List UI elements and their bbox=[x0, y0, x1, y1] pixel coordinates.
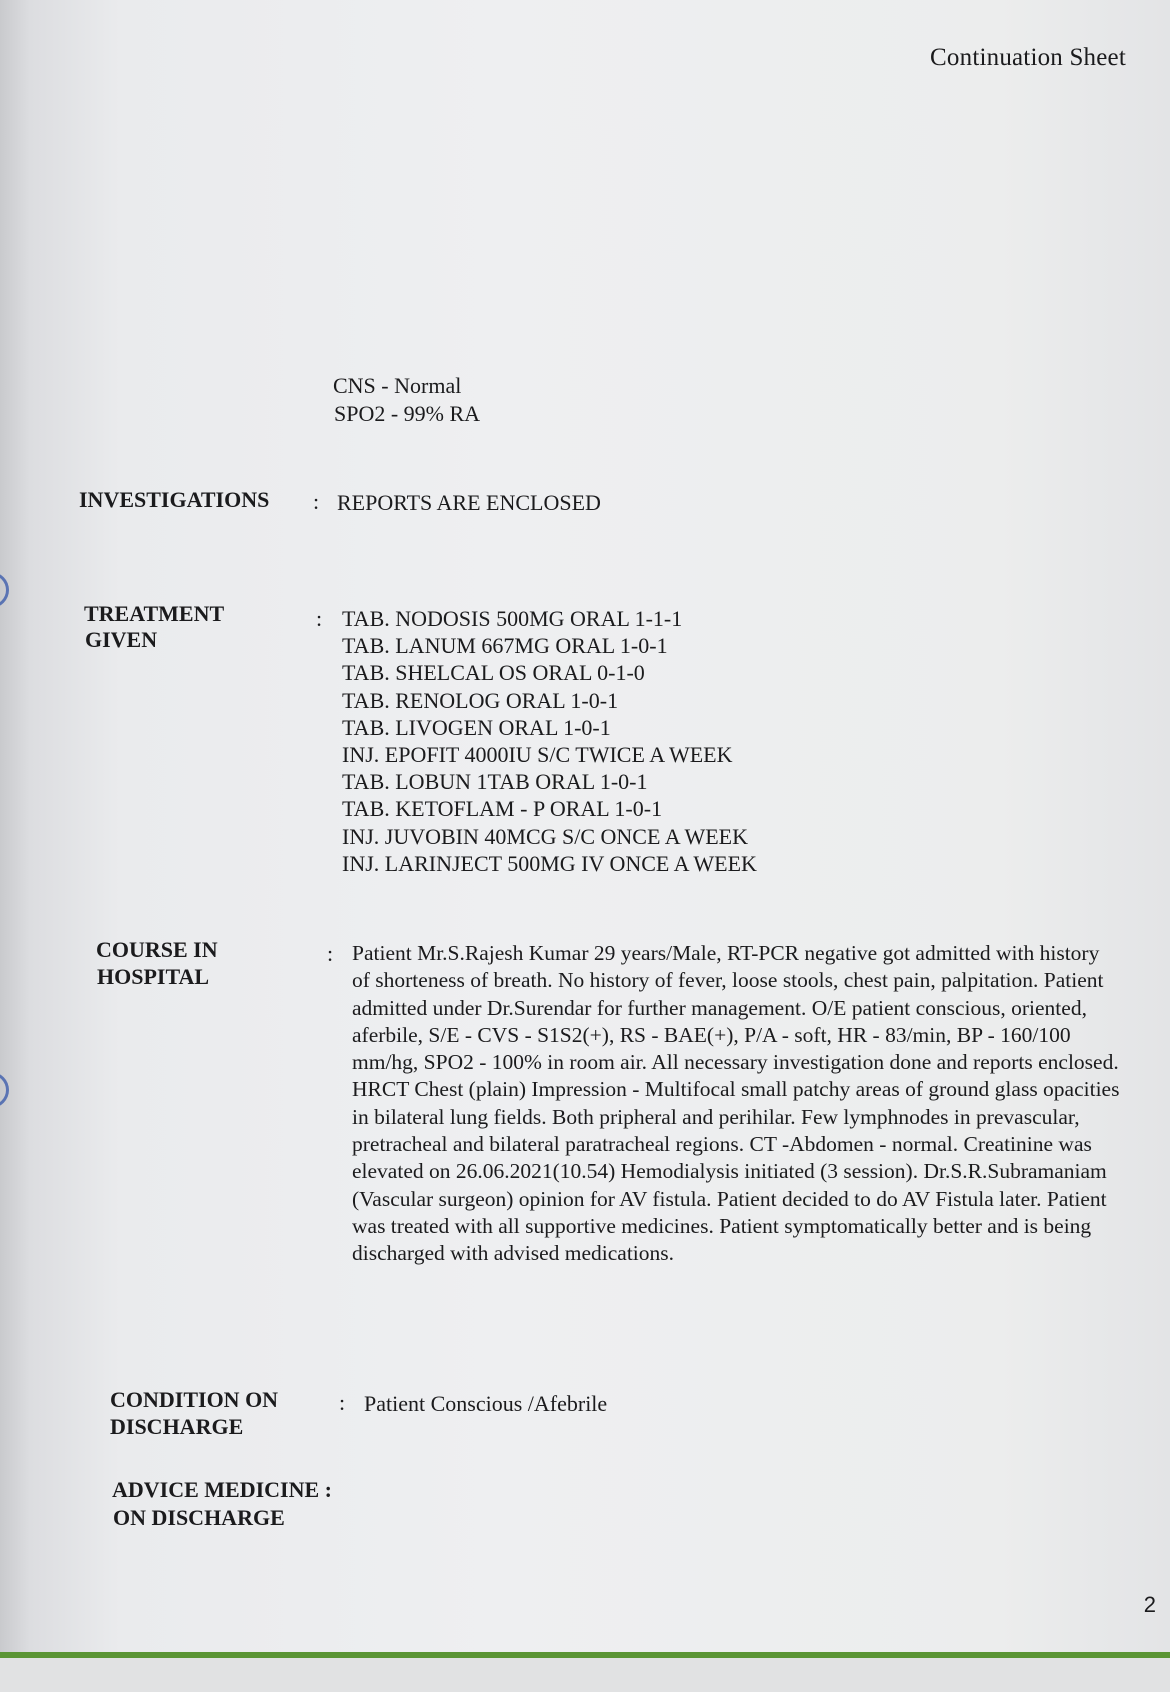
investigations-colon: : bbox=[313, 489, 320, 514]
treatment-label-line1: TREATMENT bbox=[84, 601, 225, 626]
condition-colon: : bbox=[339, 1390, 346, 1415]
course-paragraph: Patient Mr.S.Rajesh Kumar 29 years/Male, RT-PCR negative got admitted with history of shorteness of breath. No history of fever, loose stools, chest pain, palpitation. Patient admitted under Dr.Surendar for further management. O/E patient conscious, oriented, aferbile, S/E - CVS - S1S2(+), RS - BAE(+), P/A - soft, HR - 83/min, BP - 160/100 mm/hg, SPO2 - 100% in room air. All necessary investigation done and reports enclosed. HRCT Chest (plain) Impression - Multifocal small patchy areas of ground glass opacities in bilateral lung fields. Both pripheral and perihilar. Few lymphnodes in prevascular, pretracheal and bilateral paratracheal regions. CT -Abdomen - normal. Creatinine was elevated on 26.06.2021(10.54) Hemodialysis initiated (3 session). Dr.S.R.Subramaniam (Vascular surgeon) opinion for AV fistula. Patient decided to do AV Fistula later. Patient was treated with all supportive medicines. Patient symptomatically better and is being discharged with advised medications. bbox=[352, 941, 1120, 1266]
treatment-item: TAB. KETOFLAM - P ORAL 1-0-1 bbox=[342, 796, 663, 822]
treatment-item: TAB. NODOSIS 500MG ORAL 1-1-1 bbox=[342, 606, 683, 631]
condition-value: Patient Conscious /Afebrile bbox=[364, 1391, 608, 1416]
binding-hole-mark bbox=[0, 1072, 9, 1108]
cns-finding: CNS - Normal bbox=[333, 373, 462, 398]
course-colon: : bbox=[327, 941, 334, 966]
treatment-item: INJ. LARINJECT 500MG IV ONCE A WEEK bbox=[342, 850, 757, 876]
advice-label-line2: ON DISCHARGE bbox=[113, 1505, 285, 1530]
investigations-label: INVESTIGATIONS bbox=[79, 487, 270, 512]
advice-label-line1: ADVICE MEDICINE : bbox=[112, 1477, 333, 1502]
condition-label-line2: DISCHARGE bbox=[110, 1414, 244, 1439]
continuation-sheet-label: Continuation Sheet bbox=[930, 44, 1126, 71]
treatment-item: TAB. SHELCAL OS ORAL 0-1-0 bbox=[342, 660, 645, 686]
binding-hole-mark bbox=[0, 572, 9, 608]
investigations-value: REPORTS ARE ENCLOSED bbox=[337, 490, 601, 515]
treatment-item: TAB. LOBUN 1TAB ORAL 1-0-1 bbox=[342, 769, 648, 795]
spo2-finding: SPO2 - 99% RA bbox=[334, 401, 481, 426]
course-in-hospital-text bbox=[352, 940, 1120, 1268]
treatment-item: INJ. JUVOBIN 40MCG S/C ONCE A WEEK bbox=[342, 823, 749, 849]
treatment-item: TAB. LIVOGEN ORAL 1-0-1 bbox=[342, 714, 611, 740]
course-label-line2: HOSPITAL bbox=[97, 964, 210, 989]
treatment-list bbox=[342, 605, 757, 877]
treatment-colon: : bbox=[316, 606, 323, 631]
treatment-item: TAB. RENOLOG ORAL 1-0-1 bbox=[342, 687, 619, 713]
course-label-line1: COURSE IN bbox=[96, 937, 218, 962]
page-number: 2 bbox=[1143, 1592, 1156, 1617]
treatment-item: INJ. EPOFIT 4000IU S/C TWICE A WEEK bbox=[342, 742, 733, 768]
treatment-label-line2: GIVEN bbox=[85, 627, 158, 652]
condition-label-line1: CONDITION ON bbox=[110, 1387, 279, 1412]
footer-margin bbox=[0, 1658, 1170, 1692]
treatment-item: TAB. LANUM 667MG ORAL 1-0-1 bbox=[342, 633, 668, 659]
